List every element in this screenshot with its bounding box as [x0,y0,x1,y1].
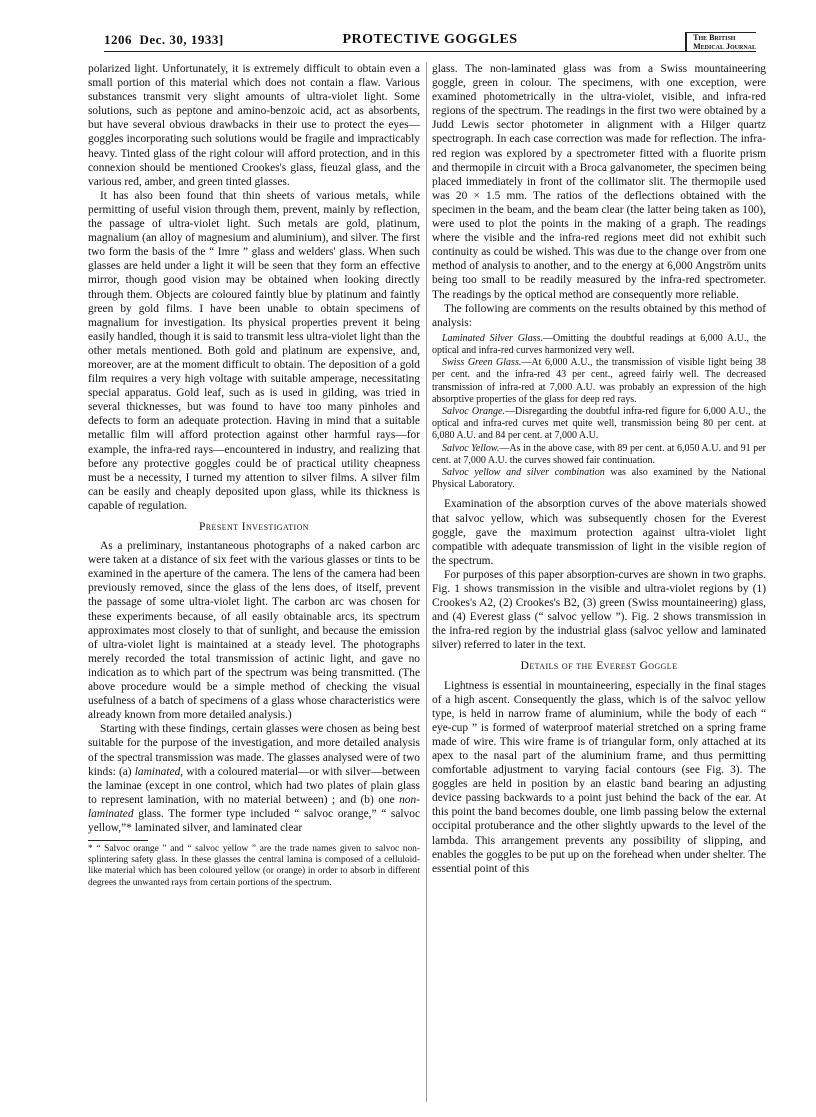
paragraph: Lightness is essential in mountaineering, especially in the final stages of a high ascent. Consequently the glass, which is of the salvoc yellow type, is held in narrow frame of aluminium, while the body of each “ eye-cup ” is formed of waterproof material stretched on a spring frame made of wire. This wire frame is of triangular form, only attached at its apex to the nasal part of the aluminium frame, and thus permitting comfortable adjustment to varying facial contours (see Fig. 3). The goggles are held in position by an elastic band bearing an adjusting device passing backwards to a point just behind the back of the ear. At this point the band becomes double, one limb passing below the external occipital protuberance and the other slightly upwards to the level of the lambda. This arrangement prevents any possibility of slipping, and enables the goggles to be put up on the forehead when under shelter. The essential point of this [432,679,766,875]
page-header [104,30,756,52]
running-title: PROTECTIVE GOGGLES [342,32,518,47]
paragraph: Examination of the absorption curves of the above materials showed that salvoc yellow, which was subsequently chosen for the Everest goggle, gave the maximum protection against ultra-violet light compatible with adequate transmission of light in the visible region of the spectrum. [432,498,766,567]
comment-label: Salvoc yellow and silver combination [442,467,605,479]
comment-item [432,333,766,357]
footnote-rule [88,840,148,841]
comment-label: Salvoc Orange. [442,406,505,417]
paragraph: polarized light. Unfortunately, it is extremely difficult to obtain even a small portion of this material which does not contain a flaw. Various substances transmit very slight amounts of ultra-violet light. Some solutions, such as peptone and amino-benzoic acid, act as absorbents, but have several obvious drawbacks in their use to protect the eyes—goggles incorporating such solutions would be fragile and impracticably heavy. Tinted glass of the right colour will afford protection, and in this connexion should be mentioned Crookes's glass, fieuzal glass, and the various red, amber, and green tinted glasses. [88,63,420,188]
comment-item [432,357,766,406]
comment-text: —As in the above case, with 89 per cent. at 6,050 A.U. and 91 per cent. at 7,000 A.U. the curves showed fair continuation. [432,442,766,466]
comments-list [432,333,766,492]
left-column [88,62,420,889]
footnote: * “ Salvoc orange ” and “ salvoc yellow ” are the trade names given to salvoc non-splintering safety glass. In these glasses the central lamina is composed of a celluloid-like material which has been coloured yellow (or orange) in order to absorb in different degrees the unwanted rays from certain portions of the spectrum. [88,844,420,888]
comment-label: Salvoc Yellow. [442,442,500,454]
comment-label: Swiss Green Glass. [442,357,522,369]
text-run: , with a coloured material—or with silver—between the laminae (except in one control, which had two plates of plain glass to represent lamination, with no material between) ; and (b) one [88,765,420,806]
section-heading-everest-goggle: Details of the Everest Goggle [520,660,678,673]
emphasis: laminated [134,765,181,778]
paragraph [88,722,420,835]
text-run: Starting with these findings, certain glasses were chosen as being best suitable for the purpose of the investigation, and more detailed analysis of the spectral transmission was made. The glasses analysed were of two kinds: (a) [88,723,420,778]
column-divider [426,62,427,1102]
journal-name-line1: The British [693,33,736,42]
paragraph: It has also been found that thin sheets of various metals, while permitting of useful vision through them, prevent, mainly by reflection, the passage of ultra-violet light. Such metals are gold, platinum, magnalium (an alloy of magnesium and aluminium), and silver. The first two form the basis of the “ Imre ” glass and welders' glass. When such glasses are held under a light it will be seen that they form an effective mirror, though good vision may be obtained when looking directly through them. Objects are coloured faintly blue by platinum and faintly green by gold films. I have been unable to obtain specimens of magnalium for investigation. Its physical properties prevent it being easily handled, though it is said to transmit less ultra-violet light than the other metals mentioned. Both gold and platinum are expensive, and, moreover, are at the moment difficult to obtain. The deposition of a gold film requires a very high voltage with suitable amperage, necessitating special apparatus. Gold leaf, such as is used in gilding, was tried in several thicknesses, but was found to have too many pinholes and defects to form an adequate protection. Having in mind that a suitable metallic film will afford protection against other harmful rays—for example, the infra-red rays—encountered in industry, and realizing that before any protective goggles could be of practical utility cheapness must be a necessity, I turned my attention to silver films. A silver film can be easily and cheaply deposited upon glass, while its thickness is capable of regulation. [88,189,420,512]
text-run: glass. The former type included “ salvoc orange,” “ salvoc yellow,”* laminated silver, and laminated clear [88,807,420,834]
comment-label: Laminated Silver Glass. [442,332,543,344]
comment-text: —Disregarding the doubtful infra-red figure for 6,000 A.U., the optical and infra-red curves met quite well, transmission being 80 per cent. at 6,080 A.U. and 84 per cent. at 7,000 A.U. [432,406,766,442]
paragraph: As a preliminary, instantaneous photographs of a naked carbon arc were taken at a distance of six feet with the various glasses or tints to be examined in the aperture of the camera. The lens of the camera had been previously removed, since the glass of the lens does, of itself, prevent the passage of some ultra-violet light. The carbon arc was chosen for these experiments because, of all easily obtainable arcs, its spectrum approximates most closely to that of sunlight, and because the emission of ultra-violet light is maintained at a steady level. The photographs merely recorded the total transmission of actinic light, and gave no indication as to which part of the spectrum was being transmitted. (The above procedure would be a simple method of checking the visual usefulness of a batch of specimens of a glass whose characteristics were already known from more detailed analysis.) [88,540,420,722]
emphasis: non-laminated [88,793,420,820]
comment-text: —Omitting the doubtful readings at 6,000 A.U., the optical and infra-red curves harmonized very well. [432,332,766,356]
journal-name [685,32,756,51]
journal-name-line2: Medical Journal [693,42,756,51]
comment-item [432,406,766,443]
section-heading-present-investigation: Present Investigation [199,521,309,533]
paragraph: For purposes of this paper absorption-curves are shown in two graphs. Fig. 1 shows transmission in the visible and ultra-violet regions by (1) Crookes's A2, (2) Crookes's B2, (3) green (Swiss mountaineering) glass, and (4) Everest glass (“ salvoc yellow ”). Fig. 2 shows transmission in the infra-red region by the industrial glass (salvoc yellow and laminated silver) referred to later in the text. [432,568,766,652]
issue-date: Dec. 30, 1933] [139,32,224,47]
right-column [432,62,766,876]
page-number: 1206 [104,32,132,47]
comment-item [432,467,766,491]
comment-text: was also examined by the National Physical Laboratory. [432,467,766,491]
paragraph: glass. The non-laminated glass was from a Swiss mountaineering goggle, green in colour. The specimens, with one exception, were examined photometrically in the ultra-violet, visible, and infra-red regions of the spectrum. The readings in the first two were obtained by a Judd Lewis sector photometer in alignment with a Hilger quartz spectrograph. In each case correction was made for reflection. The infra-red region was explored by a spectrometer fitted with a fluorite prism and thermopile in circuit with a Broca galvanometer, the specimen being placed immediately in front of the collimator slit. The thermopile used was 20 × 1.5 mm. The ratios of the deflections obtained with the specimen in the beam, and the beam clear (the latter being taken as 100), were used to plot the points in the making of a graph. The readings where the visible and the infra-red regions meet did not exhibit such continuity as could be wished. This was due to the change over from one method of analysis to another, and to the energy at 6,000 Angström units being too small to be readily measured by the infra-red spectrometer. The readings by the optical method are consequently more reliable. [432,63,766,301]
comment-text: —At 6,000 A.U., the transmission of visible light being 38 per cent. and the infra-red 43 per cent., agreed fairly well. The decreased transmission of infra-red at 7,000 A.U. was probably an expression of the high absorptive properties of the glass for deep red rays. [432,357,766,405]
paragraph: The following are comments on the results obtained by this method of analysis: [432,302,766,329]
comment-item [432,443,766,467]
